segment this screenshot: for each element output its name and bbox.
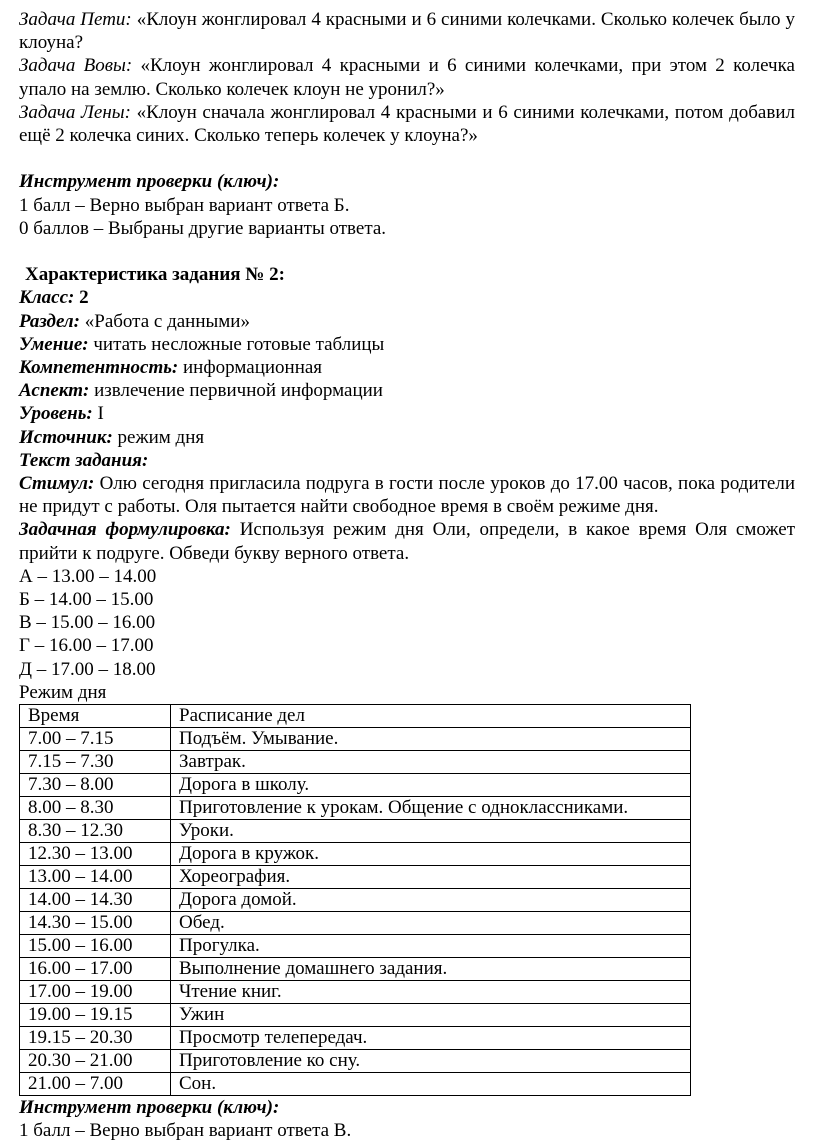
table-header-row <box>20 705 691 728</box>
table-cell-time: 16.00 – 17.00 <box>20 958 171 981</box>
option-v: В – 15.00 – 16.00 <box>19 612 156 634</box>
table-row <box>20 935 691 958</box>
table-row <box>20 958 691 981</box>
table-row <box>20 866 691 889</box>
task-petya-text: «Клоун жонглировал 4 красными и 6 синими колечками. Сколько колечек было у клоуна? <box>19 9 795 54</box>
table-cell-activity: Завтрак. <box>171 751 691 774</box>
key1-line2: 0 баллов – Выбраны другие варианты ответа. <box>19 217 387 239</box>
option-d: Д – 17.00 – 18.00 <box>19 658 156 680</box>
task-lena <box>19 101 795 147</box>
char-source-label: Источник: <box>19 426 113 448</box>
table-cell-time: 7.15 – 7.30 <box>20 751 171 774</box>
char-aspect-label: Аспект: <box>19 380 90 402</box>
table-header-time: Время <box>20 705 171 728</box>
char-source <box>19 426 795 449</box>
table-cell-time: 7.30 – 8.00 <box>20 774 171 797</box>
table-cell-time: 12.30 – 13.00 <box>20 843 171 866</box>
key1-line1: 1 балл – Верно выбран вариант ответа Б. <box>19 194 350 216</box>
table-cell-activity: Дорога в кружок. <box>171 843 691 866</box>
table-cell-time: 13.00 – 14.00 <box>20 866 171 889</box>
table-cell-time: 7.00 – 7.15 <box>20 728 171 751</box>
char-stimul <box>19 472 795 518</box>
table-cell-activity: Подъём. Умывание. <box>171 728 691 751</box>
table-cell-activity: Дорога в школу. <box>171 774 691 797</box>
table-cell-activity: Ужин <box>171 1004 691 1027</box>
task-petya-label: Задача Пети: <box>19 9 132 30</box>
table-row <box>20 1073 691 1096</box>
table-cell-activity: Чтение книг. <box>171 981 691 1004</box>
char-skill <box>19 333 795 356</box>
table-cell-time: 14.30 – 15.00 <box>20 912 171 935</box>
task-vova-label: Задача Вовы: <box>19 55 133 77</box>
task-petya <box>19 8 795 54</box>
table-row <box>20 1004 691 1027</box>
table-row <box>20 1027 691 1050</box>
table-header-activity: Расписание дел <box>171 705 691 728</box>
table-cell-time: 21.00 – 7.00 <box>20 1073 171 1096</box>
task-vova <box>19 54 795 100</box>
table-cell-activity: Дорога домой. <box>171 889 691 912</box>
option-g: Г – 16.00 – 17.00 <box>19 635 154 657</box>
table-row <box>20 728 691 751</box>
char-class-label: Класс: <box>19 287 75 309</box>
char-task-value: Используя режим дня Оли, определи, в какое время Оля сможет прийти к подруге. Обведи букву верного ответа. <box>19 519 795 564</box>
char-task <box>19 518 795 564</box>
key2-line1: 1 балл – Верно выбран вариант ответа В. <box>19 1120 352 1142</box>
task-lena-label: Задача Лены: <box>19 101 131 123</box>
char-skill-label: Умение: <box>19 333 89 355</box>
table-row <box>20 889 691 912</box>
table-cell-time: 17.00 – 19.00 <box>20 981 171 1004</box>
key2-heading: Инструмент проверки (ключ): <box>19 1097 280 1119</box>
table-cell-activity: Сон. <box>171 1073 691 1096</box>
char-level-label: Уровень: <box>19 403 93 425</box>
char-comp-label: Компетентность: <box>19 357 179 379</box>
table-cell-time: 14.00 – 14.30 <box>20 889 171 912</box>
task-vova-text: «Клоун жонглировал 4 красными и 6 синими колечками, при этом 2 колечка упало на землю. Сколько колечек клоун не уронил?» <box>19 55 795 100</box>
table-row <box>20 912 691 935</box>
table-row <box>20 751 691 774</box>
document-page <box>19 8 795 1142</box>
table-row <box>20 774 691 797</box>
char-section <box>19 310 795 333</box>
char-aspect <box>19 379 795 402</box>
option-a: А – 13.00 – 14.00 <box>19 565 157 587</box>
table-cell-activity: Хореография. <box>171 866 691 889</box>
option-b: Б – 14.00 – 15.00 <box>19 589 154 611</box>
table-row <box>20 797 691 820</box>
table-cell-time: 19.15 – 20.30 <box>20 1027 171 1050</box>
schedule-table <box>19 704 691 1096</box>
char-text-heading: Текст задания: <box>19 449 149 471</box>
char-competence <box>19 356 795 379</box>
char-stimul-label: Стимул: <box>19 473 95 495</box>
table-cell-time: 8.30 – 12.30 <box>20 820 171 843</box>
table-cell-time: 8.00 – 8.30 <box>20 797 171 820</box>
table-row <box>20 843 691 866</box>
table-cell-activity: Приготовление к урокам. Общение с одноклассниками. <box>171 797 691 820</box>
table-cell-activity: Прогулка. <box>171 935 691 958</box>
char-section-value: «Работа с данными» <box>80 310 250 332</box>
char-task-label: Задачная формулировка: <box>19 519 231 541</box>
table-cell-time: 15.00 – 16.00 <box>20 935 171 958</box>
char-aspect-value: извлечение первичной информации <box>89 380 383 402</box>
char-section-label: Раздел: <box>19 310 81 332</box>
char-level <box>19 402 795 425</box>
char-skill-value: читать несложные готовые таблицы <box>88 333 385 355</box>
table-row <box>20 820 691 843</box>
table-cell-activity: Просмотр телепередач. <box>171 1027 691 1050</box>
char-comp-value: информационная <box>178 357 323 379</box>
table-cell-time: 19.00 – 19.15 <box>20 1004 171 1027</box>
char-heading: Характеристика задания № 2: <box>25 264 285 286</box>
char-class <box>19 286 795 309</box>
table-cell-activity: Обед. <box>171 912 691 935</box>
char-class-value: 2 <box>74 287 89 309</box>
table-cell-activity: Приготовление ко сну. <box>171 1050 691 1073</box>
char-stimul-value: Олю сегодня пригласила подруга в гости после уроков до 17.00 часов, пока родители не придут с работы. Оля пытается найти свободное время в своём режиме дня. <box>19 473 795 518</box>
table-cell-time: 20.30 – 21.00 <box>20 1050 171 1073</box>
schedule-title: Режим дня <box>19 681 107 703</box>
table-row <box>20 1050 691 1073</box>
table-cell-activity: Выполнение домашнего задания. <box>171 958 691 981</box>
task-lena-text: «Клоун сначала жонглировал 4 красными и 6 синими колечками, потом добавил ещё 2 колечка синих. Сколько теперь колечек у клоуна?» <box>19 101 795 147</box>
key1-heading: Инструмент проверки (ключ): <box>19 171 280 193</box>
table-row <box>20 981 691 1004</box>
table-cell-activity: Уроки. <box>171 820 691 843</box>
char-source-value: режим дня <box>112 426 205 448</box>
char-level-value: I <box>92 403 104 425</box>
